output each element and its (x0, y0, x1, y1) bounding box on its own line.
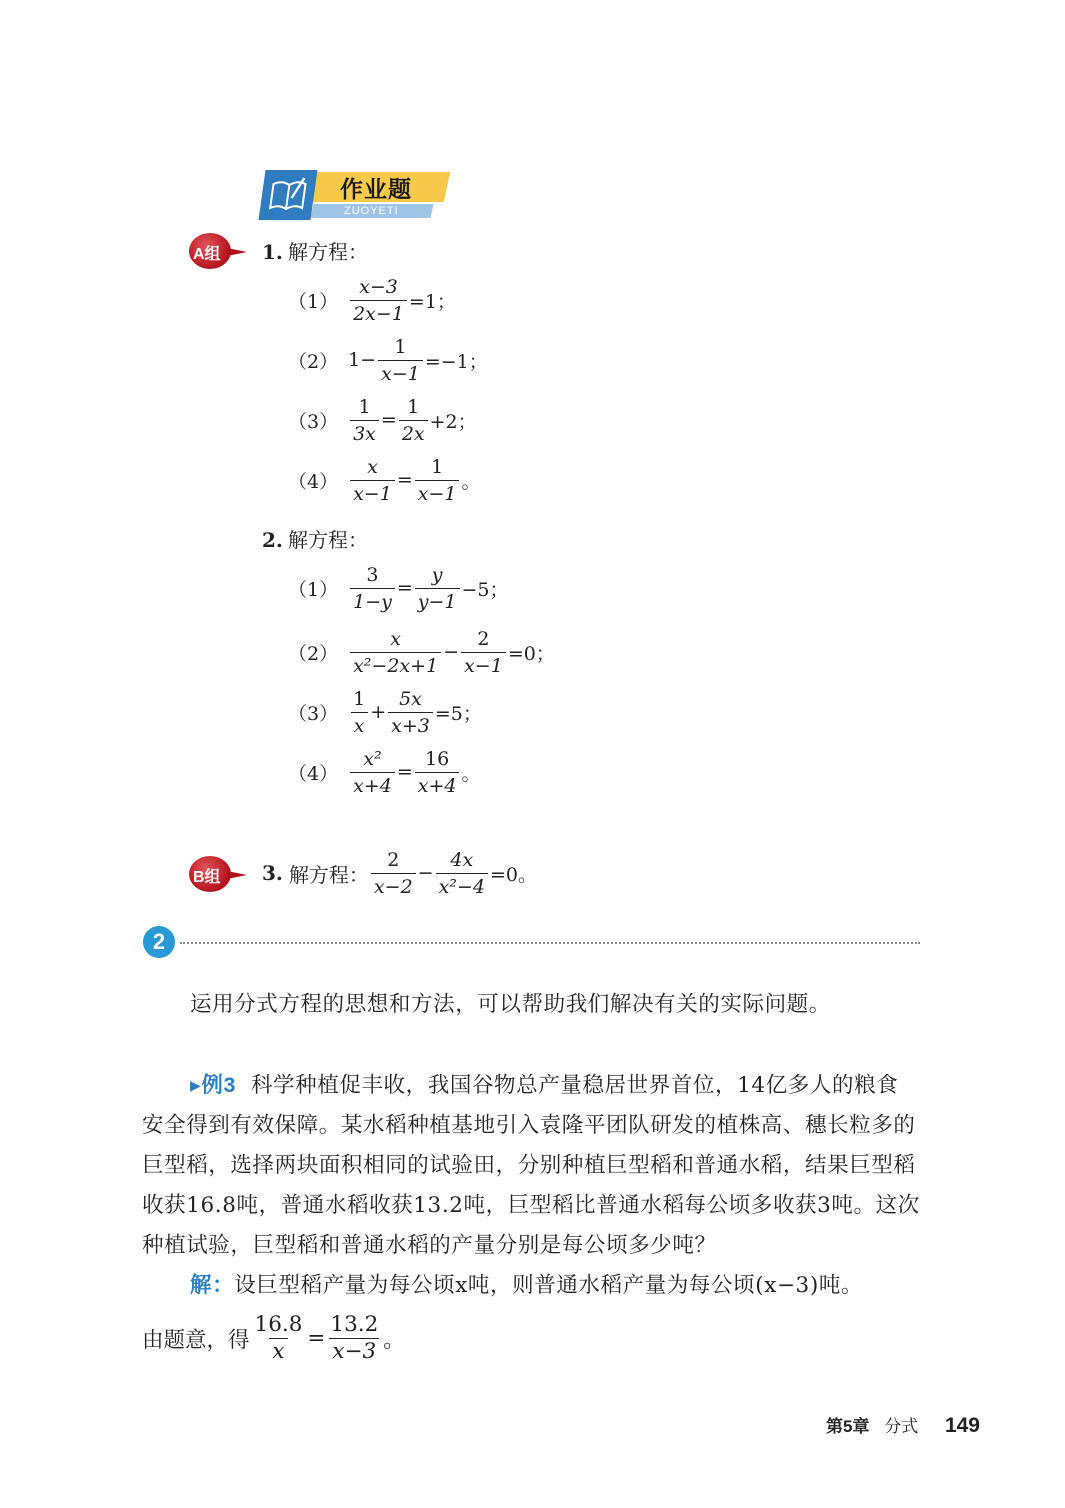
homework-banner (262, 170, 452, 222)
page-number: 149 (944, 1414, 980, 1437)
book-pencil-icon (258, 170, 317, 220)
q2-item-1: （1） $\frac{3}{1-y}$ = $\frac{y}{y-1}$ −5； (288, 563, 509, 613)
q1-item-3: （3） $\frac{1}{3x}$ = $\frac{1}{2x}$ +2； (288, 395, 477, 445)
question-2-items (288, 560, 555, 800)
solution-equation: 由题意，得 $\frac{16.8}{x}$ = $\frac{13.2}{x-3}$ 。 (142, 1311, 405, 1364)
group-b-badge: B组 (189, 856, 249, 892)
question-2: 2. 解方程： (262, 528, 368, 552)
banner-subtitle: ZUOYETI (344, 205, 399, 217)
question-1-items (288, 272, 488, 508)
group-a-badge: A组 (189, 233, 249, 269)
solution-label: 解： (190, 1273, 235, 1297)
solution-text: 设巨型稻产量为每公顷x吨，则普通水稻产量为每公顷(x−3)吨。 (234, 1273, 864, 1298)
intro-text: 运用分式方程的思想和方法，可以帮助我们解决有关的实际问题。 (190, 992, 831, 1017)
q2-item-3: （3） $\frac{1}{x}$ + $\frac{5x}{x+3}$ =5； (288, 687, 482, 737)
question-3: 3. 解方程： $\frac{2}{x-2}$ − $\frac{4x}{\text{x²−4}}$ =0。 (262, 848, 537, 898)
example-text: 科学种植促丰收，我国谷物总产量稳居世界首位，14亿多人的粮食安全得到有效保障。某水稻种植基地引入袁隆平团队研发的植株高、穗长粒多的巨型稻，选择两块面积相同的试验田，分别种植巨型稻和普通水稻，结果巨型稻收获16.8吨，普通水稻收获13.2吨，巨型稻比普通水稻每公顷多收获3吨。这次种植试验，巨型稻和普通水稻的产量分别是每公顷多少吨？ (142, 1073, 920, 1258)
section-number-badge: 2 (143, 926, 175, 958)
question-1: 1. 解方程： (262, 240, 368, 264)
q1-item-2: （2） 1− $\frac{1}{x-1}$ =−1； (288, 335, 488, 385)
page-footer (826, 1412, 980, 1438)
solution (142, 1265, 932, 1306)
q2-item-4: （4） $\frac{\text{x²}}{x+4}$ = $\frac{16}{x+4}$ 。 (288, 747, 481, 797)
example-3 (142, 1065, 920, 1266)
footer-title: 分式 (884, 1417, 919, 1436)
footer-chapter: 第5章 (826, 1417, 870, 1436)
q1-item-1: （1） $\frac{x-3}{2x-1}$ =1； (288, 275, 456, 325)
q1-item-4: （4） $\frac{x}{x-1}$ = $\frac{1}{x-1}$ 。 (288, 455, 481, 505)
q2-item-2: （2） $\frac{x}{\text{x²−2x+1}}$ − $\frac{2}{x-1}$ =0； (288, 627, 555, 677)
example-label: ▸例3 (190, 1073, 237, 1097)
banner-title: 作业题 (340, 176, 412, 202)
section-divider (180, 942, 920, 944)
